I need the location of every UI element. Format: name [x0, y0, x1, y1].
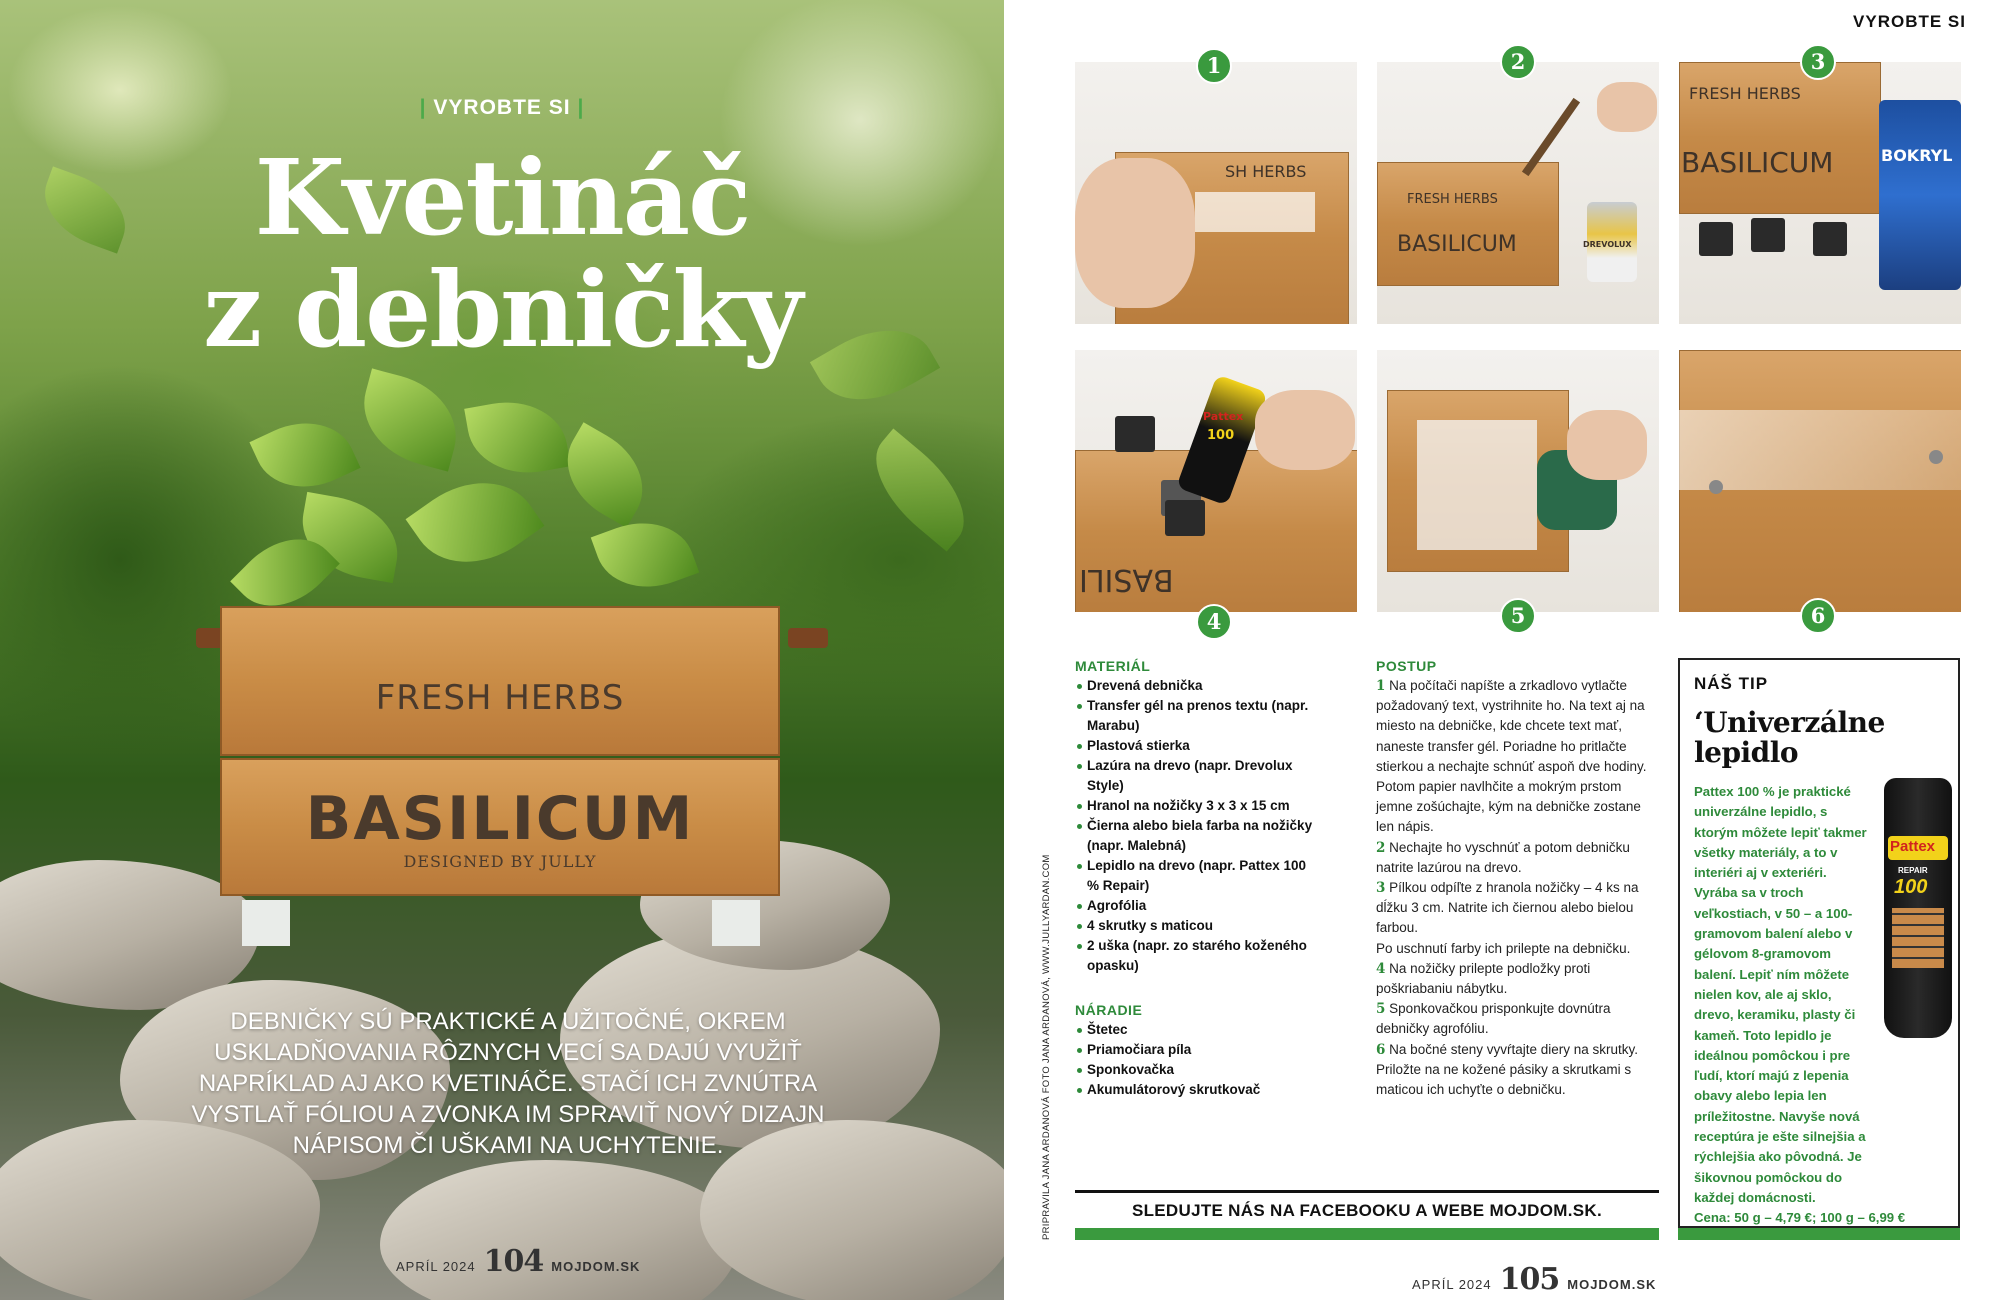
procedure-step-number: 5 [1376, 1001, 1386, 1018]
screw [1929, 450, 1943, 464]
glue-number: 100 [1207, 428, 1235, 443]
tool-item: Priamočiara píla [1075, 1040, 1315, 1060]
crate-foot [712, 900, 760, 946]
leather-strip [1679, 410, 1961, 490]
product-icons [1892, 908, 1944, 968]
page-number: 104 [483, 1244, 544, 1279]
step-badge-2: 2 [1500, 44, 1536, 80]
page-folio-right [1412, 1262, 1656, 1297]
procedure-step-number: 2 [1376, 839, 1386, 856]
step-photo-4 [1075, 350, 1357, 612]
material-item: Lazúra na drevo (napr. Drevolux Style) [1075, 756, 1315, 796]
folio-date: APRÍL 2024 [1412, 1277, 1492, 1292]
screw [1709, 480, 1723, 494]
step-badge-6: 6 [1800, 598, 1836, 634]
procedure-step-number: 4 [1376, 960, 1386, 977]
procedure-step [1376, 676, 1656, 838]
rock [380, 1160, 740, 1300]
step-photo-6 [1679, 350, 1961, 612]
can-label: DREVOLUX [1583, 240, 1632, 249]
crate-foot-block [1813, 222, 1847, 256]
procedure-step-text: Na bočné steny vyvŕtajte diery na skrutky. Priložte na ne kožené pásiky a skrutkami s maticou ich uchyťte o debničku. [1376, 1041, 1639, 1098]
tool-item: Štetec [1075, 1020, 1315, 1040]
procedure-step [1376, 939, 1656, 959]
step-badge-4: 4 [1196, 604, 1232, 640]
page-folio-left [396, 1244, 640, 1279]
product-brand: Pattex [1890, 838, 1936, 855]
step-badge-5: 5 [1500, 598, 1536, 634]
material-item: Drevená debnička [1075, 676, 1315, 696]
crate [1377, 162, 1559, 286]
section-kicker: | VYROBTE SI | [419, 96, 585, 119]
crate-foot-block [1751, 218, 1785, 252]
tip-heading: NÁŠ TIP [1694, 674, 1769, 693]
glue-brand: Pattex [1203, 410, 1244, 423]
procedure-step-text: Sponkovačkou prisponkujte dovnútra debničky agrofóliu. [1376, 1001, 1611, 1037]
procedure-step-number: 6 [1376, 1041, 1386, 1058]
procedure-step [1376, 999, 1656, 1039]
hand [1255, 390, 1355, 470]
photo-credit: PRIPRAVILA JANA ARDANOVÁ FOTO JANA ARDANOVÁ, WWW.JULLYARDAN.COM [1041, 854, 1052, 1240]
tip-price: Cena: 50 g – 4,79 €; 100 g – 6,99 € [1694, 1210, 1906, 1226]
crate-foot-block [1165, 500, 1205, 536]
article-title-line2: z debničky [203, 248, 801, 371]
material-item: Agrofólia [1075, 896, 1315, 916]
basil-leaf [464, 392, 571, 482]
crate-text: FRESH HERBS [1407, 192, 1498, 207]
basil-leaf [351, 368, 468, 471]
folio-date: APRÍL 2024 [396, 1259, 476, 1274]
material-heading: MATERIÁL [1075, 658, 1151, 674]
procedure-step-text: Po uschnutí farby ich prilepte na debničku. [1376, 940, 1631, 956]
folio-site: MOJDOM.SK [551, 1259, 641, 1274]
step-photo-3 [1679, 62, 1961, 324]
crate-label-basilicum: BASILICUM [305, 784, 695, 854]
material-item: Transfer gél na prenos textu (napr. Marabu) [1075, 696, 1315, 736]
agrofoil-lining [1417, 420, 1537, 550]
crate-leather-handle [788, 628, 828, 648]
step-badge-1: 1 [1196, 48, 1232, 84]
crate-foot-block [1115, 416, 1155, 452]
procedure-step-text: Nechajte ho vyschnúť a potom debničku natrite lazúrou na drevo. [1376, 839, 1630, 875]
step-photo-2 [1377, 62, 1659, 324]
page-number: 105 [1499, 1262, 1560, 1297]
tip-body: Pattex 100 % je praktické univerzálne lepidlo, s ktorým môžete lepiť takmer všetky materiály, a to v interiéri aj v exteriéri. Vyrába sa v troch veľkostiach, v 50 – a 100-gramovom balení alebo v gélovom 8-gramovom balení. Lepiť ním môžete nielen kov, ale aj sklo, drevo, keramiku, plasty či kameň. Toto lepidlo je ideálnou pomôckou i pre ľudí, ktorí majú z lepenia obavy alebo lepia len príležitostne. Navyše nová receptúra je ešte silnejšia a rýchlejšia ako pôvodná. Je šikovnou pomôckou do každej domácnosti. [1694, 784, 1867, 1205]
crate-text: SH HERBS [1225, 162, 1307, 181]
background-leaf [855, 428, 985, 551]
facebook-banner: SLEDUJTE NÁS NA FACEBOOKU A WEBE MOJDOM.SK. [1075, 1190, 1659, 1221]
material-item: Lepidlo na drevo (napr. Pattex 100 % Repair) [1075, 856, 1315, 896]
product-number: 100 [1894, 876, 1928, 898]
step-photo-5 [1377, 350, 1659, 612]
basil-leaf [591, 507, 700, 604]
procedure-step [1376, 878, 1656, 939]
material-item: Hranol na nožičky 3 x 3 x 15 cm [1075, 796, 1315, 816]
wooden-crate [220, 606, 780, 896]
basil-leaf [406, 456, 545, 589]
tip-title: ‘Univerzálne lepidlo [1694, 706, 1885, 769]
hand [1567, 410, 1647, 480]
material-item: 2 uškа (napr. zo starého koženého opasku) [1075, 936, 1315, 976]
tool-item: Sponkovačka [1075, 1060, 1315, 1080]
procedure-step-number: 1 [1376, 678, 1386, 694]
procedure-step-text: Na počítači napíšte a zrkadlovo vytlačte požadovaný text, vystrihnite ho. Na text aj na miesto na debničke, kde chcete text mať, naneste transfer gél. Poriadne ho pritlačte stierkou a nechajte schnúť aspoň dve hodiny. Potom papier navlhčite a mokrým prstom jemne zošúchajte, kým na debničke zostane len nápis. [1376, 678, 1647, 835]
procedure-step-text: Pílkou odpíľte z hranola nožičky – 4 ks na dĺžku 3 cm. Natrite ich čiernou alebo bielou farbou. [1376, 880, 1639, 936]
material-list [1075, 658, 1315, 1100]
hand [1597, 82, 1657, 132]
material-item: 4 skrutky s maticou [1075, 916, 1315, 936]
can-label: BOKRYL [1881, 146, 1953, 165]
procedure-step-number: 3 [1376, 880, 1386, 897]
tool-item: Akumulátorový skrutkovač [1075, 1080, 1315, 1100]
procedure-text [1376, 658, 1656, 1100]
procedure-heading: POSTUP [1376, 658, 1437, 674]
hand [1075, 158, 1195, 308]
basil-leaf [249, 404, 360, 505]
material-item: Plastová stierka [1075, 736, 1315, 756]
green-bar [1678, 1228, 1960, 1240]
material-item: Čierna alebo biela farba na nožičky (napr. Malebná) [1075, 816, 1315, 856]
folio-site: MOJDOM.SK [1567, 1277, 1657, 1292]
procedure-step [1376, 838, 1656, 878]
crate-text: BASILI [1079, 562, 1174, 597]
crate-foot-block [1699, 222, 1733, 256]
green-bar [1075, 1228, 1659, 1240]
paint-can [1879, 100, 1961, 290]
crate-text: BASILICUM [1681, 146, 1834, 179]
procedure-step-text: Na nožičky prilepte podložky proti poškriabaniu nábytku. [1376, 960, 1591, 997]
step-photo-1 [1075, 62, 1357, 324]
crate-text: FRESH HERBS [1689, 84, 1801, 103]
product-line: REPAIR [1898, 866, 1928, 875]
article-title-line1: Kvetináč [254, 136, 750, 259]
procedure-step [1376, 1040, 1656, 1101]
tools-heading: NÁRADIE [1075, 1002, 1143, 1018]
crate-text: BASILICUM [1397, 232, 1517, 257]
transfer-paper [1195, 192, 1315, 232]
pattex-product-image [1884, 778, 1952, 1038]
procedure-step [1376, 959, 1656, 999]
article-intro: DEBNIČKY SÚ PRAKTICKÉ A UŽITOČNÉ, OKREM USKLADŇOVANIA RÔZNYCH VECÍ SA DAJÚ VYUŽIŤ NAPRÍKLAD AJ AKO KVETINÁČE. STAČÍ ICH ZVNÚTRA VYSTLAŤ FÓLIOU A ZVONKA IM SPRAVIŤ NOVÝ DIZAJN NÁPISOM ČI UŠKAMI NA UCHYTENIE. [191, 1008, 825, 1159]
section-tag: VYROBTE SI [1853, 12, 1966, 31]
crate-foot [242, 900, 290, 946]
crate-label-designed-by: DESIGNED BY JULLY [403, 852, 597, 871]
crate-label-fresh-herbs: FRESH HERBS [375, 678, 625, 718]
step-badge-3: 3 [1800, 44, 1836, 80]
